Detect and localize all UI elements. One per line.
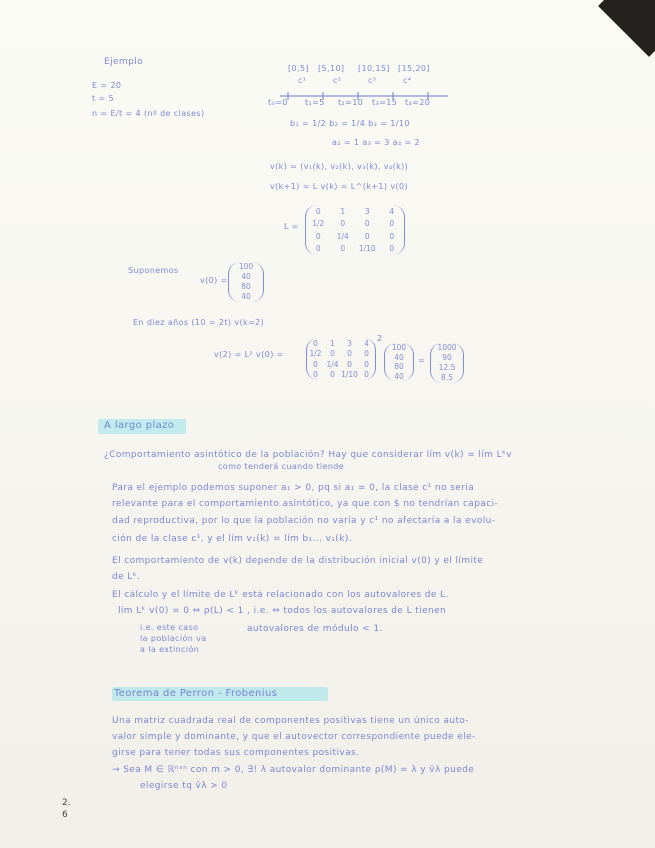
side-note: la población va (140, 634, 207, 643)
matrix-cell: 0 (330, 370, 335, 379)
matrix-cell: 3 (364, 206, 370, 216)
margin-note-line: 6 (62, 810, 68, 820)
matrix-cell: 1000 (437, 343, 457, 353)
initial-vector (228, 262, 264, 302)
diez-anos-text: En diez años (10 = 2t) v(k=2) (133, 318, 265, 327)
matrix-cell: 1/4 (336, 231, 349, 241)
section2-line: elegirse tq v̄λ > 0 (140, 781, 228, 791)
section-title-perron-frobenius: Teorema de Perron - Frobenius (114, 688, 278, 699)
leslie-matrix-squared (306, 338, 376, 380)
matrix-cell: 12.5 (438, 363, 456, 373)
interval-label: [15,20] (398, 64, 430, 73)
equals-sign: = (418, 356, 426, 365)
matrix-cell: 0 (340, 244, 346, 253)
section1-line: El cálculo y el límite de Lᵏ está relacionado con los autovalores de L. (112, 590, 449, 600)
matrix-cell: 4 (364, 338, 369, 348)
population-vector: v(k) = (v₁(k), v₂(k), v₃(k), v₄(k)) (270, 162, 409, 171)
leslie-label: L = (284, 222, 299, 231)
matrix-cell: 0 (364, 219, 370, 228)
matrix-cell: 4 (389, 206, 395, 216)
initial-vector-label: v(0) = (200, 276, 228, 285)
matrix-cell: 0 (315, 244, 321, 253)
class-label: c⁴ (403, 76, 412, 85)
matrix-cell: 0 (364, 370, 369, 379)
section1-line: autovalores de módulo < 1. (247, 624, 383, 634)
matrix-cell: 0 (347, 349, 352, 358)
class-label: c³ (368, 76, 377, 85)
recurrence-eq: v(k+1) = L v(k) = L^(k+1) v(0) (270, 182, 409, 191)
matrix-cell: 1/4 (326, 359, 339, 369)
section2-line: Una matriz cuadrada real de componentes positivas tiene un único auto- (112, 716, 470, 726)
section1-underline-note: como tenderá cuando tiende (218, 462, 345, 471)
matrix-cell: 1/10 (358, 244, 376, 253)
section1-line: ción de la clase c¹, y el lím v₁(k) = lím b₁... v₁(k). (112, 534, 353, 544)
leslie-matrix (305, 205, 405, 255)
v0-vector (384, 343, 414, 381)
matrix-cell: 0 (347, 359, 352, 369)
matrix-cell: 8.5 (441, 373, 453, 383)
fertility-rates: a₂ = 1 a₃ = 3 a₄ = 2 (332, 138, 421, 147)
matrix-cell: 0 (315, 206, 321, 216)
section2-line: girse para tener todas sus componentes positivas. (112, 748, 360, 758)
matrix-cell: 0 (340, 219, 346, 228)
section2-line: → Sea M ∈ ℝⁿˣⁿ con m > 0, ∃! λ autovalor dominante ρ(M) = λ y v̄λ puede (112, 765, 475, 775)
matrix-cell: 90 (442, 353, 452, 363)
matrix-cell: 0 (313, 338, 318, 348)
axis-tick-label: t₀=0 (268, 98, 288, 107)
matrix-cell: 0 (364, 349, 369, 358)
survival-rates: b₁ = 1/2 b₂ = 1/4 b₃ = 1/10 (290, 119, 410, 128)
matrix-exponent: 2 (377, 334, 383, 343)
side-note: a la extinción (140, 645, 200, 654)
section1-line: de Lᵏ. (112, 572, 141, 582)
matrix-cell: 1 (330, 338, 335, 348)
section1-line: dad reproductiva, por lo que la población no varía y c¹ no afectaría a la evolu- (112, 516, 496, 526)
matrix-cell: 80 (241, 282, 251, 292)
axis-tick-label: t₁=5 (305, 98, 325, 107)
matrix-cell: 0 (364, 231, 370, 241)
matrix-cell: 0 (313, 359, 318, 369)
section1-line: lím Lᵏ v(0) = 0 ⇔ ρ(L) < 1 , i.e. ⇔ todos los autovalores de L tienen (118, 606, 447, 616)
section1-line: Para el ejemplo podemos suponer a₁ > 0, pq si a₁ = 0, la clase c¹ no sería (112, 483, 475, 493)
interval-label: [0,5] (288, 64, 309, 73)
matrix-cell: 0 (364, 359, 369, 369)
matrix-cell: 0 (315, 231, 321, 241)
matrix-cell: 40 (241, 272, 251, 282)
section1-line: ¿Comportamiento asintótico de la población? Hay que considerar lím v(k) = lím Lᵏv (104, 450, 513, 460)
side-note: i.e. este caso (140, 623, 199, 632)
matrix-cell: 40 (394, 371, 404, 381)
v2-result-vector (430, 343, 464, 383)
matrix-cell: 0 (389, 231, 395, 241)
section-title-largo-plazo: A largo plazo (104, 420, 175, 431)
matrix-cell: 100 (391, 343, 407, 352)
matrix-cell: 0 (313, 370, 318, 379)
interval-label: [10,15] (358, 64, 390, 73)
axis-tick-label: t₂=10 (338, 98, 364, 107)
matrix-cell: 0 (389, 219, 395, 228)
matrix-cell: 1/2 (312, 219, 325, 228)
axis-tick-label: t₃=15 (372, 98, 398, 107)
section2-line: valor simple y dominante, y que el autovector correspondiente puede ele- (112, 732, 476, 742)
matrix-cell: 3 (347, 338, 352, 348)
matrix-cell: 40 (241, 292, 251, 302)
section1-line: El comportamiento de v(k) depende de la distribución inicial v(0) y el límite (112, 556, 484, 566)
interval-label: [5,10] (318, 64, 345, 73)
ejemplo-title: Ejemplo (104, 57, 144, 67)
margin-note (62, 797, 71, 821)
suponemos-label: Suponemos (128, 266, 179, 275)
section1-line: relevante para el comportamiento asintótico, ya que con $ no tendrían capaci- (112, 499, 499, 509)
class-label: c² (333, 76, 342, 85)
matrix-cell: 1/2 (309, 349, 322, 358)
matrix-cell: 100 (238, 262, 254, 272)
e-value: E = 20 (92, 81, 122, 90)
matrix-cell: 1 (340, 206, 346, 216)
v2-equation: v(2) = L² v(0) = (214, 350, 284, 359)
matrix-cell: 0 (330, 349, 335, 358)
matrix-cell: 80 (394, 362, 404, 371)
n-value: n = E/t = 4 (nº de clases) (92, 109, 205, 118)
matrix-cell: 1/10 (341, 370, 358, 379)
margin-note-line: 2. (62, 798, 71, 808)
matrix-cell: 40 (394, 352, 404, 362)
page-corner-shadow (598, 0, 655, 57)
axis-tick-label: t₄=20 (405, 98, 431, 107)
matrix-cell: 0 (389, 244, 395, 253)
t-value: t = 5 (92, 94, 115, 103)
class-label: c¹ (298, 76, 307, 85)
